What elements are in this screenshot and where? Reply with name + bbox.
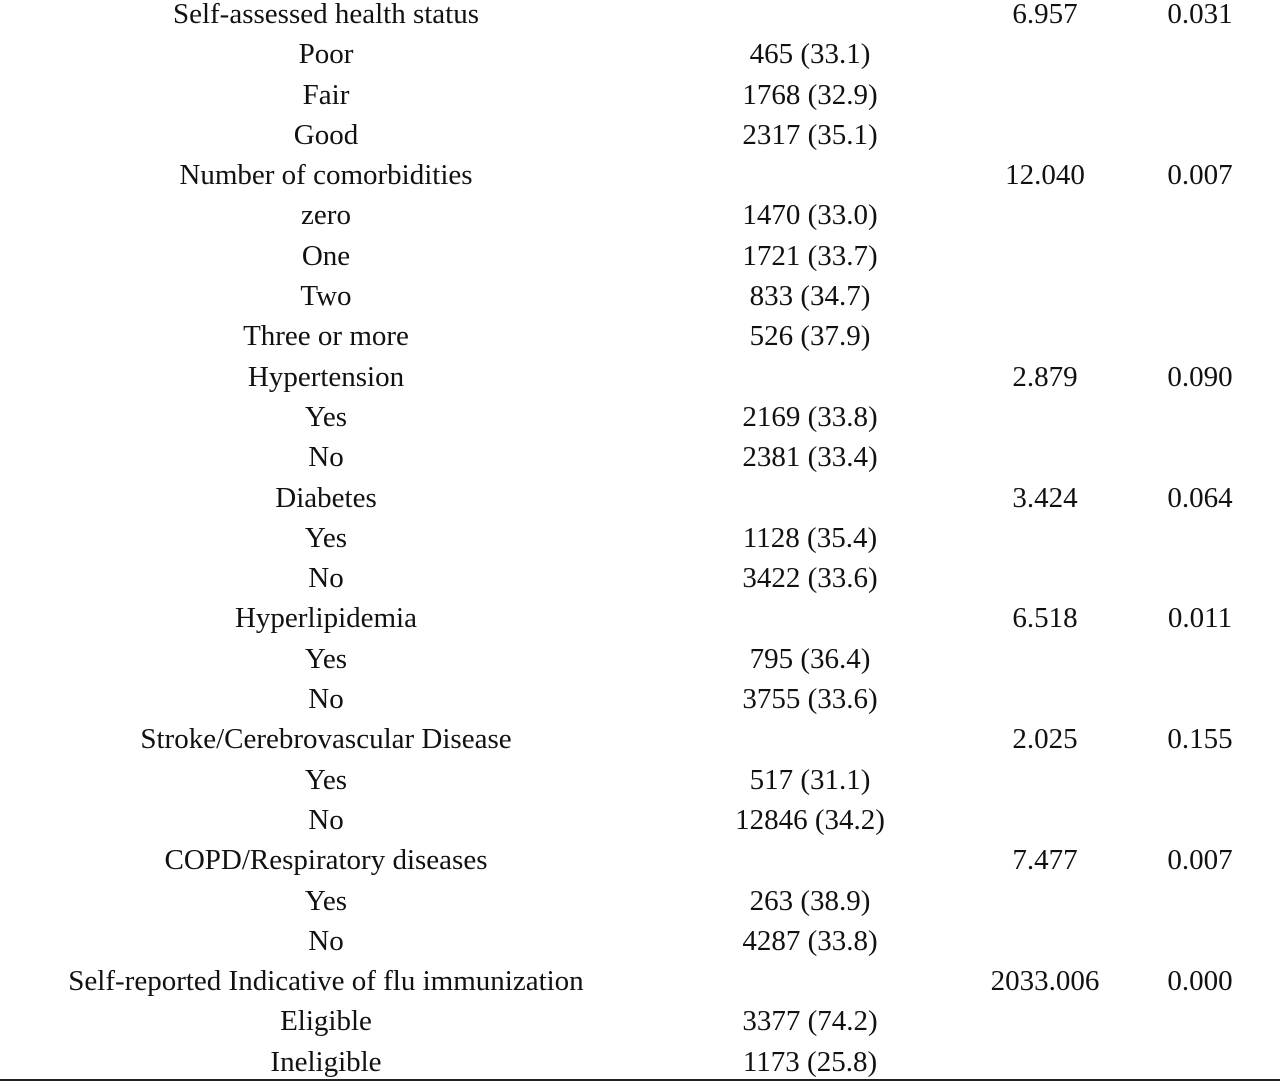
table-row [0, 642, 1280, 685]
p-value: 0.007 [1167, 844, 1233, 877]
table-row [0, 1007, 1280, 1047]
count-percent: 2381 (33.4) [742, 441, 878, 474]
variable-label: Self-assessed health status [172, 0, 480, 30]
chi-square-value: 2.879 [1012, 360, 1078, 393]
p-value: 0.064 [1167, 481, 1233, 514]
table-row [0, 521, 1280, 564]
table-row [0, 1045, 1280, 1088]
table-row [0, 763, 1280, 806]
table-row [0, 239, 1280, 282]
variable-label: One [301, 239, 351, 272]
table-row [0, 924, 1280, 967]
chi-square-value: 6.957 [1012, 0, 1078, 30]
count-percent: 3422 (33.6) [742, 562, 878, 595]
count-percent: 2317 (35.1) [742, 118, 878, 151]
p-value: 0.011 [1167, 602, 1233, 635]
table-row [0, 685, 1280, 725]
table-row [0, 481, 1280, 524]
count-percent: 4287 (33.8) [742, 924, 878, 957]
table-row [0, 400, 1280, 443]
variable-label: Ineligible [270, 1045, 382, 1078]
table-row [0, 161, 1280, 201]
table-row [0, 803, 1280, 846]
count-percent: 1768 (32.9) [742, 78, 878, 111]
count-percent: 1173 (25.8) [742, 1045, 878, 1078]
count-percent: 526 (37.9) [749, 320, 871, 353]
table-row [0, 884, 1280, 927]
variable-label: Three or more [243, 320, 409, 353]
variable-label: No [308, 562, 344, 595]
table-bottom-rule [0, 1079, 1280, 1081]
table-row [0, 322, 1280, 362]
variable-label: Number of comorbidities [179, 159, 473, 192]
variable-label: Fair [302, 78, 350, 111]
variable-label: Eligible [280, 1005, 372, 1038]
table-row [0, 78, 1280, 121]
count-percent: 3377 (74.2) [742, 1005, 878, 1038]
count-percent: 795 (36.4) [749, 642, 871, 675]
count-percent: 263 (38.9) [749, 884, 871, 917]
count-percent: 3755 (33.6) [742, 683, 878, 716]
p-value: 0.090 [1167, 360, 1233, 393]
variable-label: Yes [304, 521, 348, 554]
variable-label: Hyperlipidemia [234, 602, 417, 635]
count-percent: 833 (34.7) [749, 280, 871, 313]
chi-square-value: 2033.006 [990, 965, 1100, 998]
table-row [0, 846, 1280, 886]
variable-label: COPD/Respiratory diseases [164, 844, 488, 877]
count-percent: 517 (31.1) [749, 763, 871, 796]
variable-label: Diabetes [275, 481, 377, 514]
variable-label: zero [301, 199, 351, 232]
variable-label: No [308, 683, 344, 716]
chi-square-value: 2.025 [1012, 723, 1078, 756]
p-value: 0.031 [1167, 0, 1233, 30]
variable-label: No [308, 924, 344, 957]
variable-label: Yes [304, 400, 348, 433]
count-percent: 1721 (33.7) [742, 239, 878, 272]
variable-label: Yes [304, 642, 348, 675]
p-value: 0.155 [1167, 723, 1233, 756]
variable-label: Hypertension [247, 360, 405, 393]
table-row [0, 282, 1280, 322]
table-row [0, 0, 1280, 40]
variable-label: No [308, 441, 344, 474]
table-row [0, 443, 1280, 483]
table-row [0, 40, 1280, 80]
p-value: 0.000 [1167, 965, 1233, 998]
variable-label: Yes [304, 884, 348, 917]
table-row [0, 360, 1280, 403]
p-value: 0.007 [1167, 159, 1233, 192]
table-row [0, 564, 1280, 604]
chi-square-value: 7.477 [1012, 844, 1078, 877]
variable-label: Two [300, 280, 352, 313]
variable-label: Stroke/Cerebrovascular Disease [140, 723, 512, 756]
table-row [0, 118, 1280, 161]
variable-label: No [308, 803, 344, 836]
variable-label: Poor [298, 38, 354, 71]
chi-square-value: 6.518 [1012, 602, 1078, 635]
table-row [0, 967, 1280, 1007]
variable-label: Yes [304, 763, 348, 796]
table-row [0, 604, 1280, 644]
table-row [0, 201, 1280, 241]
chi-square-value: 3.424 [1012, 481, 1078, 514]
table-row [0, 725, 1280, 765]
variable-label: Good [293, 118, 359, 151]
count-percent: 2169 (33.8) [742, 400, 878, 433]
count-percent: 1128 (35.4) [742, 521, 878, 554]
count-percent: 1470 (33.0) [742, 199, 878, 232]
count-percent: 12846 (34.2) [735, 803, 885, 836]
count-percent: 465 (33.1) [749, 38, 871, 71]
variable-label: Self-reported Indicative of flu immunization [68, 965, 584, 998]
chi-square-value: 12.040 [1005, 159, 1085, 192]
